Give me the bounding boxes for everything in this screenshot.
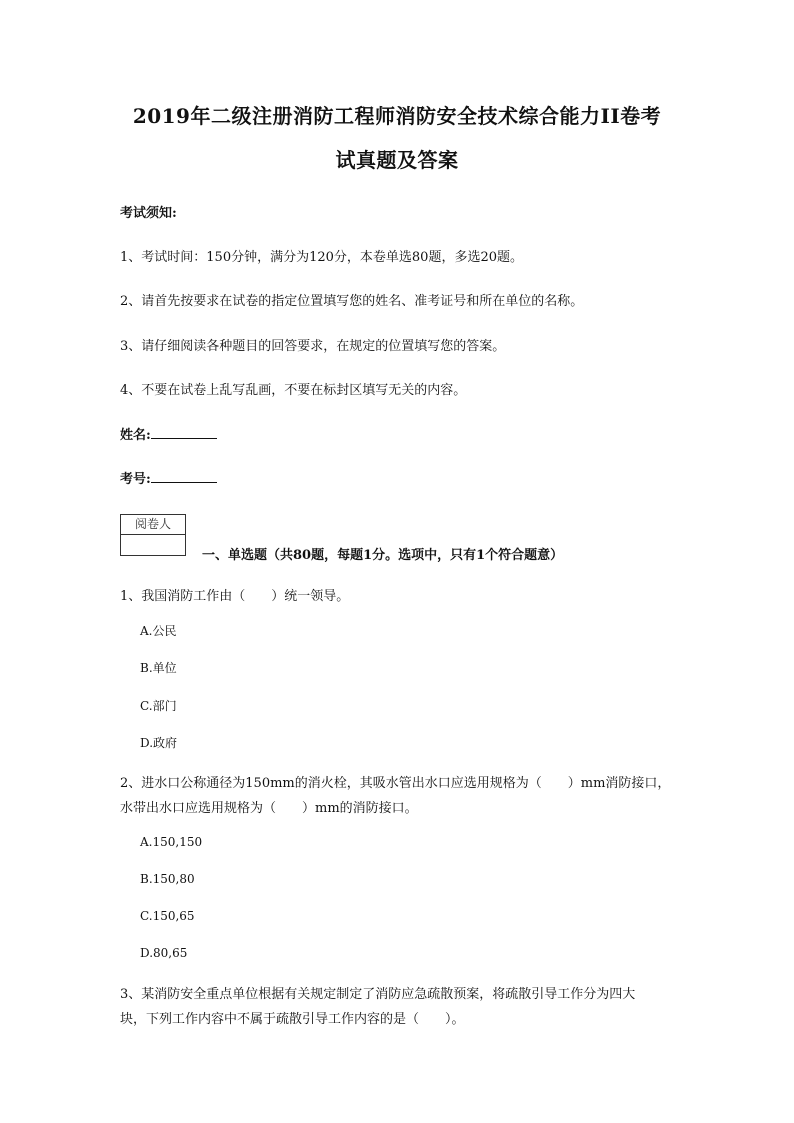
notice-item-4: 4、不要在试卷上乱写乱画，不要在标封区填写无关的内容。 xyxy=(120,383,467,398)
page-title-line-1: 2019年二级注册消防工程师消防安全技术综合能力II卷考 xyxy=(132,104,662,128)
question-1-option-c: C.部门 xyxy=(140,699,177,713)
section-heading: 一、单选题（共80题，每题1分。选项中，只有1个符合题意） xyxy=(202,548,564,563)
question-1-stem: 1、我国消防工作由（ ）统一领导。 xyxy=(120,589,350,604)
question-1-option-b: B.单位 xyxy=(140,661,177,675)
name-field-blank[interactable] xyxy=(151,426,217,439)
question-2-stem-line-1: 2、进水口公称通径为150mm的消火栓，其吸水管出水口应选用规格为（ ）mm消防接口， xyxy=(120,776,671,791)
question-3-stem-line-1: 3、某消防安全重点单位根据有关规定制定了消防应急疏散预案，将疏散引导工作分为四大 xyxy=(120,987,636,1002)
question-2-option-d: D.80,65 xyxy=(140,946,188,960)
exam-id-field[interactable] xyxy=(120,468,217,487)
exam-id-field-label: 考号: xyxy=(120,472,151,487)
question-3-stem-line-2: 块，下列工作内容中不属于疏散引导工作内容的是（ ）。 xyxy=(120,1012,465,1027)
notice-item-1: 1、考试时间：150分钟，满分为120分，本卷单选80题，多选20题。 xyxy=(120,250,523,265)
notice-item-3: 3、请仔细阅读各种题目的回答要求，在规定的位置填写您的答案。 xyxy=(120,339,506,354)
name-field[interactable] xyxy=(120,424,217,443)
question-1-option-d: D.政府 xyxy=(140,736,178,750)
question-2-stem-line-2: 水带出水口应选用规格为（ ）mm的消防接口。 xyxy=(120,801,418,816)
question-2-option-a: A.150,150 xyxy=(140,835,203,849)
question-2-option-b: B.150,80 xyxy=(140,872,195,886)
exam-id-field-blank[interactable] xyxy=(151,470,217,483)
name-field-label: 姓名: xyxy=(120,428,151,443)
reviewer-label: 阅卷人 xyxy=(121,515,185,535)
question-1-option-a: A.公民 xyxy=(140,624,177,638)
reviewer-box xyxy=(120,514,186,556)
notice-heading: 考试须知: xyxy=(120,206,177,221)
question-2-option-c: C.150,65 xyxy=(140,909,195,923)
page-title-line-2: 试真题及答案 xyxy=(335,148,459,172)
notice-item-2: 2、请首先按要求在试卷的指定位置填写您的姓名、准考证号和所在单位的名称。 xyxy=(120,294,584,309)
